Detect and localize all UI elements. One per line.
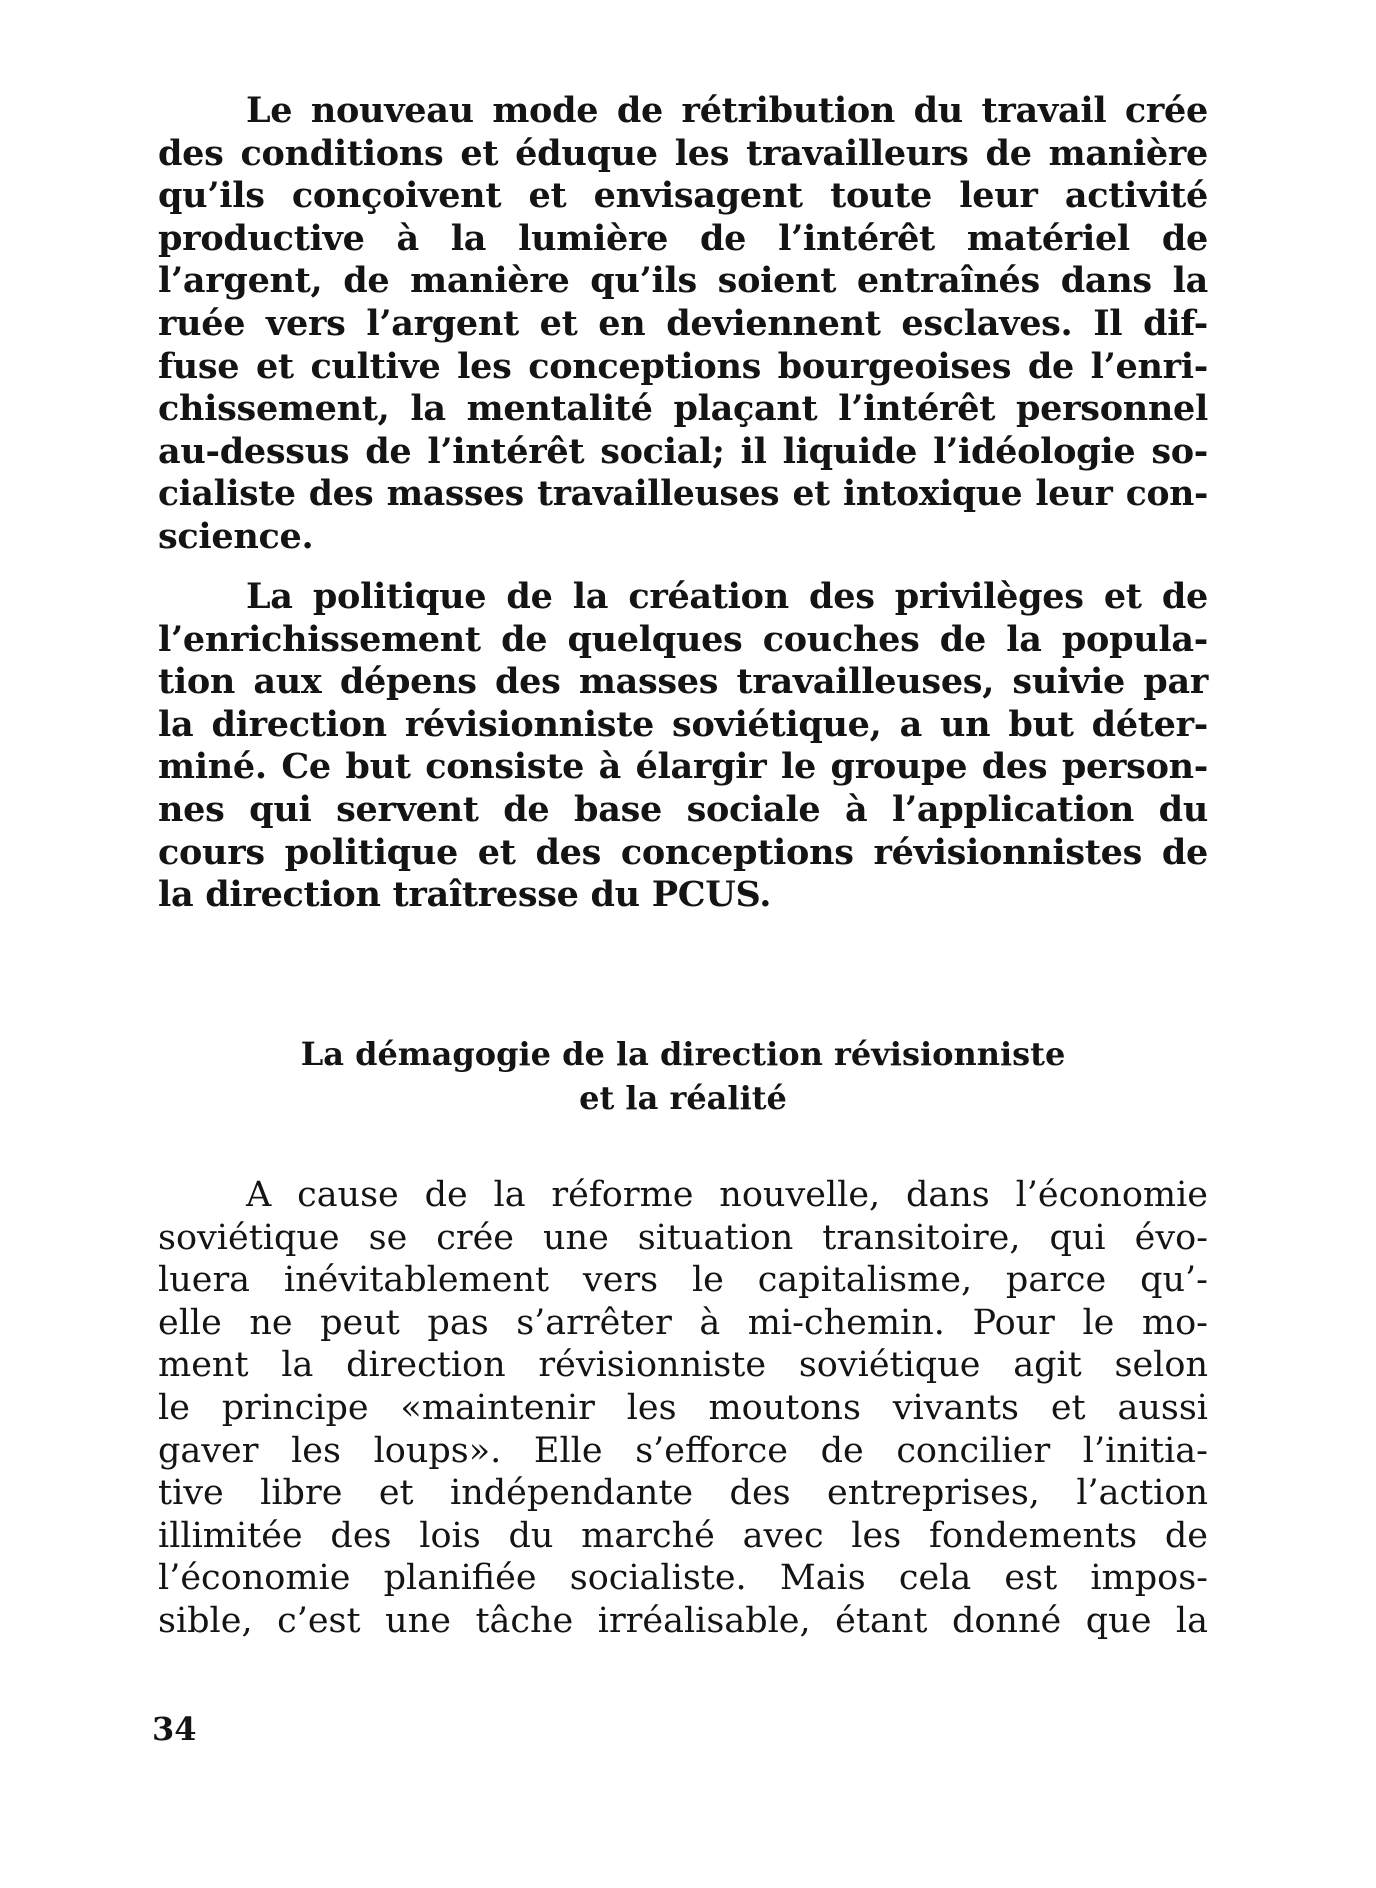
- section-heading: [158, 1032, 1208, 1120]
- text-line: gaver les loups». Elle s’efforce de concilier l’initia-: [158, 1430, 1208, 1471]
- text-line: l’argent, de manière qu’ils soient entraînés dans la: [158, 260, 1208, 302]
- text-line: luera inévitablement vers le capitalisme, parce qu’-: [158, 1260, 1208, 1301]
- text-line: le principe «maintenir les moutons vivants et aussi: [158, 1387, 1208, 1428]
- text-line: A cause de la réforme nouvelle, dans l’économie: [246, 1175, 1208, 1215]
- text-line: des conditions et éduque les travailleurs de manière: [158, 132, 1208, 174]
- text-line: elle ne peut pas s’arrêter à mi-chemin. Pour le mo-: [158, 1302, 1208, 1343]
- page-number: 34: [152, 1710, 197, 1748]
- text-line: la direction traîtresse du PCUS.: [158, 874, 772, 916]
- text-line: cialiste des masses travailleuses et intoxique leur con-: [158, 474, 1208, 515]
- text-line: nes qui servent de base sociale à l’application du: [158, 788, 1208, 830]
- text-line: miné. Ce but consiste à élargir le groupe des person-: [158, 746, 1208, 788]
- text-line: fuse et cultive les conceptions bourgeoises de l’enri-: [158, 345, 1208, 387]
- heading-line-2: et la réalité: [579, 1079, 787, 1117]
- text-line: soviétique se crée une situation transitoire, qui évo-: [158, 1217, 1208, 1258]
- text-line: la direction révisionniste soviétique, a un but déter-: [158, 703, 1208, 745]
- paragraph-2: [158, 576, 1208, 917]
- text-line: tion aux dépens des masses travailleuses, suivie par: [158, 661, 1208, 703]
- text-line: sible, c’est une tâche irréalisable, étant donné que la: [158, 1600, 1208, 1641]
- heading-line-1: La démagogie de la direction révisionniste: [300, 1035, 1066, 1073]
- paragraph-3: [158, 1174, 1208, 1643]
- text-line: chissement, la mentalité plaçant l’intérêt personnel: [158, 388, 1208, 430]
- paragraph-1: [158, 90, 1208, 559]
- text-line: tive libre et indépendante des entreprises, l’action: [158, 1473, 1208, 1514]
- text-line: l’économie planifiée socialiste. Mais cela est impos-: [158, 1558, 1208, 1599]
- text-line: ruée vers l’argent et en deviennent esclaves. Il dif-: [158, 302, 1208, 344]
- text-line: cours politique et des conceptions révisionnistes de: [158, 831, 1208, 873]
- text-line: La politique de la création des privilèges et de: [246, 576, 1208, 617]
- text-line: productive à la lumière de l’intérêt matériel de: [158, 217, 1208, 259]
- text-line: au-dessus de l’intérêt social; il liquide l’idéologie so-: [158, 430, 1208, 472]
- text-line: illimitée des lois du marché avec les fondements de: [158, 1515, 1208, 1556]
- text-line: science.: [158, 515, 314, 557]
- text-line: Le nouveau mode de rétribution du travail crée: [246, 90, 1208, 131]
- text-line: ment la direction révisionniste soviétique agit selon: [158, 1345, 1208, 1386]
- text-line: qu’ils conçoivent et envisagent toute leur activité: [158, 175, 1208, 217]
- text-line: l’enrichissement de quelques couches de la popula-: [158, 618, 1208, 660]
